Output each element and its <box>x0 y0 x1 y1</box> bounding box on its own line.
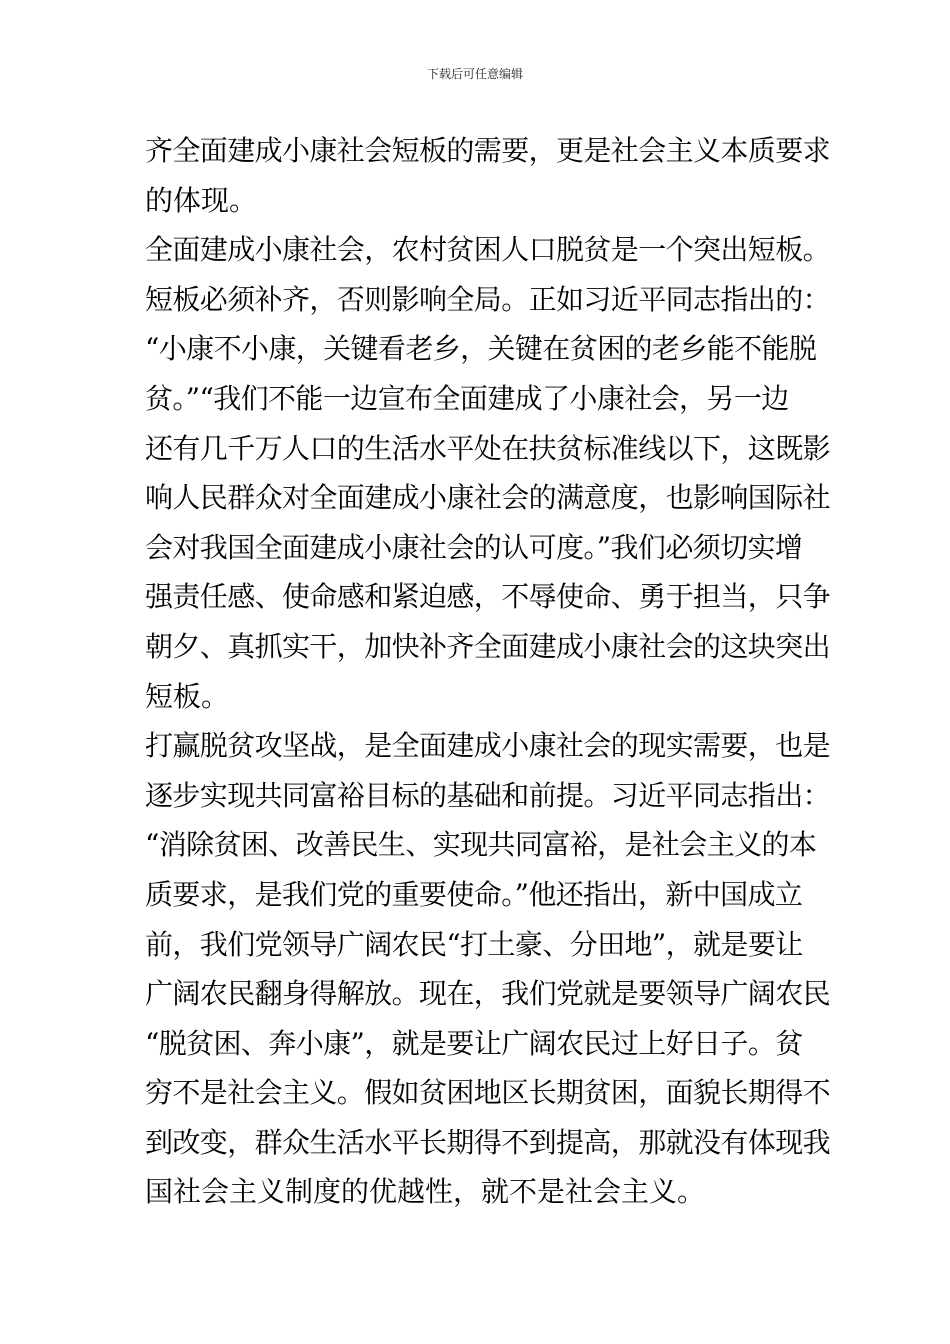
text-line: 还有几千万人口的生活水平处在扶贫标准线以下，这既影 <box>145 431 831 465</box>
text-line: 打赢脱贫攻坚战，是全面建成小康社会的现实需要，也是 <box>145 729 831 763</box>
text-line: 朝夕、真抓实干，加快补齐全面建成小康社会的这块突出 <box>145 629 831 663</box>
text-line: 到改变，群众生活水平长期得不到提高，那就没有体现我 <box>145 1125 831 1159</box>
text-line: 广阔农民翻身得解放。现在，我们党就是要领导广阔农民 <box>145 977 831 1011</box>
text-line: “小康不小康，关键看老乡，关键在贫困的老乡能不能脱 <box>145 332 817 366</box>
text-line: 短板。 <box>145 679 230 713</box>
text-line: “消除贫困、改善民生、实现共同富裕，是社会主义的本 <box>145 828 817 862</box>
text-line: 响人民群众对全面建成小康社会的满意度，也影响国际社 <box>145 481 831 515</box>
text-line: 贫。”“我们不能一边宣布全面建成了小康社会，另一边 <box>145 381 789 415</box>
page-header: 下载后可任意编辑 <box>426 67 523 81</box>
text-line: 全面建成小康社会，农村贫困人口脱贫是一个突出短板。 <box>145 233 831 267</box>
text-line: 齐全面建成小康社会短板的需要，更是社会主义本质要求 <box>145 134 831 167</box>
text-line: 会对我国全面建成小康社会的认可度。”我们必须切实增 <box>145 530 803 564</box>
text-line: 的体现。 <box>145 183 258 217</box>
text-line: 穷不是社会主义。假如贫困地区长期贫困，面貌长期得不 <box>145 1076 831 1110</box>
text-line: 国社会主义制度的优越性，就不是社会主义。 <box>145 1175 706 1209</box>
text-line: 强责任感、使命感和紧迫感，不辱使命、勇于担当，只争 <box>145 580 831 614</box>
text-line: 质要求，是我们党的重要使命。”他还指出，新中国成立 <box>145 877 803 911</box>
text-line: 前，我们党领导广阔农民“打土豪、分田地”，就是要让 <box>145 927 803 961</box>
text-line: 逐步实现共同富裕目标的基础和前提。习近平同志指出： <box>145 778 831 812</box>
document-body <box>145 126 831 1217</box>
text-line: “脱贫困、奔小康”，就是要让广阔农民过上好日子。贫 <box>145 1026 803 1060</box>
text-line: 短板必须补齐，否则影响全局。正如习近平同志指出的： <box>145 282 831 316</box>
